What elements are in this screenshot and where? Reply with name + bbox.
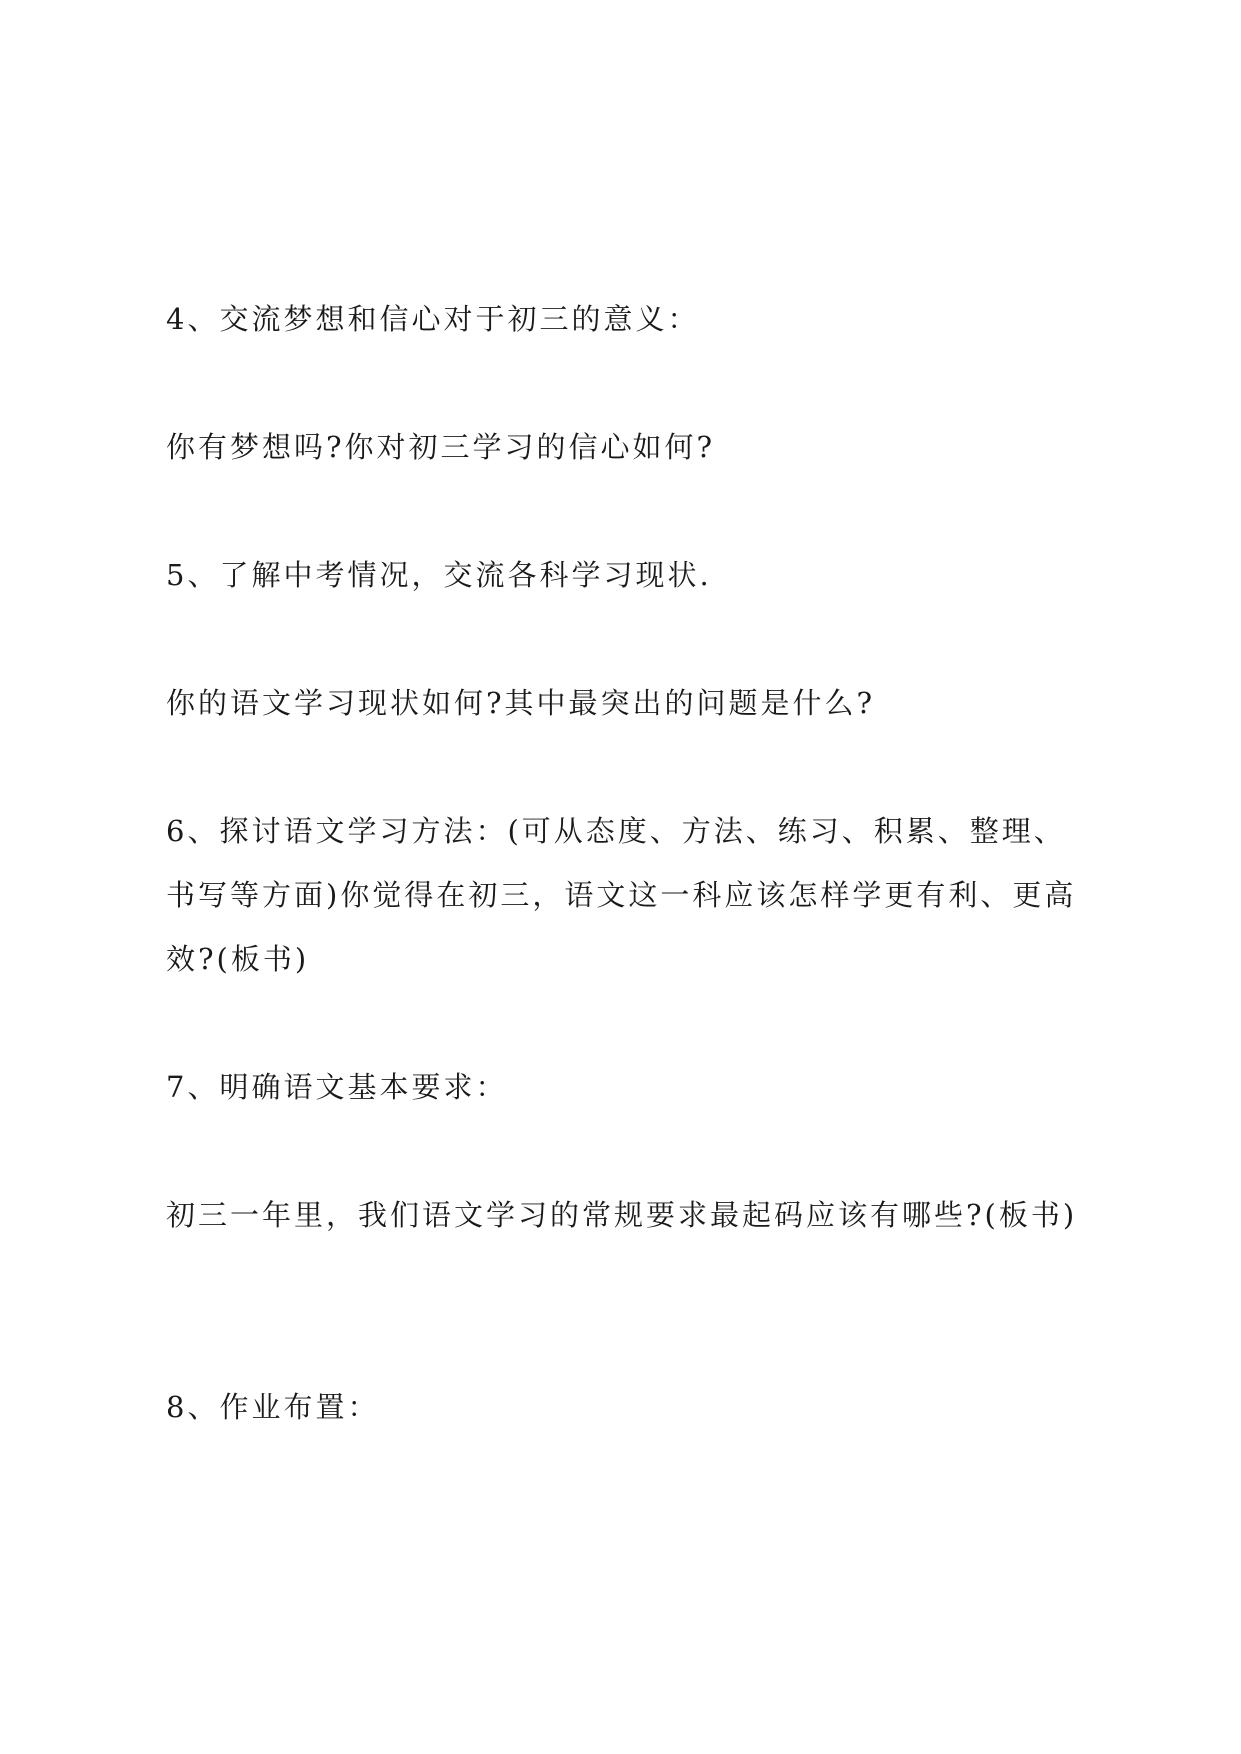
- section-7-heading: 7、明确语文基本要求：: [166, 1070, 508, 1104]
- section-5-question: 你的语文学习现状如何?其中最突出的问题是什么?: [166, 686, 876, 720]
- section-5-heading: 5、了解中考情况，交流各科学习现状.: [166, 558, 712, 592]
- section-8-heading: 8、作业布置：: [166, 1390, 380, 1424]
- section-7-question: 初三一年里，我们语文学习的常规要求最起码应该有哪些?(板书): [166, 1198, 1078, 1232]
- section-4-heading: 4、交流梦想和信心对于初三的意义：: [166, 302, 700, 336]
- section-4-question: 你有梦想吗?你对初三学习的信心如何?: [166, 430, 716, 464]
- section-6-paragraph: 6、探讨语文学习方法：(可从态度、方法、练习、积累、整理、书写等方面)你觉得在初三，语文这一科应该怎样学更有利、更高效?(板书): [166, 814, 1077, 976]
